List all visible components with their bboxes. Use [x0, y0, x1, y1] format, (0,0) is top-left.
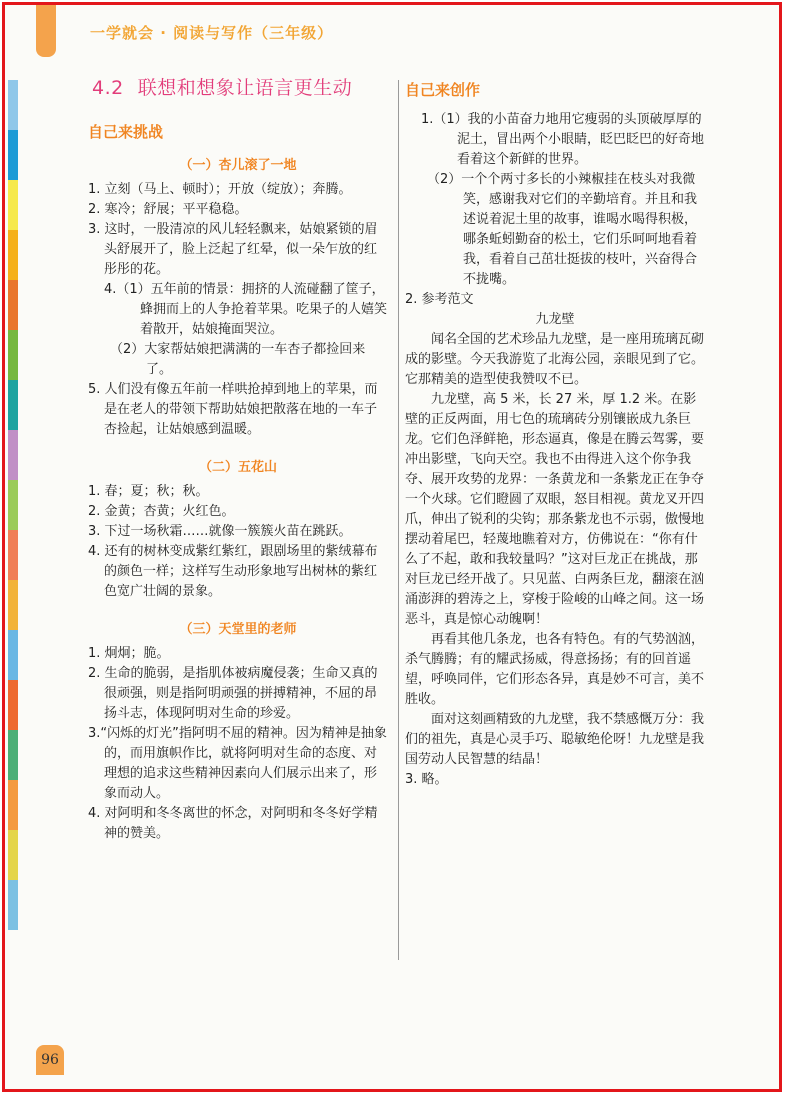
answer-1-2: （2）一个个两寸多长的小辣椒挂在枝头对我微笑，感谢我对它们的辛勤培育。并且和我述说着泥土里的故事，谁喝水喝得积极，哪条蚯蚓勤奋的松土，它们乐呵呵地看着我，看着自己茁壮挺拔的枝叶，兴奋得合不拢嘴。 [427, 172, 698, 287]
color-strip-segment [8, 780, 18, 830]
part3-title: （三）天堂里的老师 [179, 622, 297, 637]
color-strip-segment [8, 180, 18, 230]
section-title-text: 联想和想象让语言更生动 [137, 77, 353, 99]
color-strip-segment [8, 130, 18, 180]
list-item: 3. 这时，一股清凉的风儿轻轻飘来，姑娘紧锁的眉头舒展开了，脸上泛起了红晕，似一朵乍放的红彤彤的花。 [88, 222, 378, 277]
color-strip-segment [8, 330, 18, 380]
part1-title: （一）杏儿滚了一地 [179, 158, 297, 173]
list-item: 4. 对阿明和冬冬离世的怀念，对阿明和冬冬好学精神的赞美。 [88, 806, 378, 841]
color-strip-segment [8, 280, 18, 330]
answer-2-label: 2. 参考范文 [405, 292, 474, 307]
essay-paragraph: 再看其他几条龙，也各有特色。有的气势汹汹，杀气腾腾；有的耀武扬威，得意扬扬；有的回首遥望，呼唤同伴，它们形态各异，真是妙不可言，美不胜收。 [405, 632, 705, 707]
color-strip-segment [8, 530, 18, 580]
color-strip-segment [8, 630, 18, 680]
color-strip-segment [8, 880, 18, 930]
color-strip-segment [8, 830, 18, 880]
essay-paragraph: 九龙壁，高 5 米，长 27 米，厚 1.2 米。在影壁的正反两面，用七色的琉璃砖分别镶嵌成九条巨龙。它们色泽鲜艳，形态逼真，像是在腾云驾雾，要冲出影壁，飞向天空。我也不由得进入这个你争我夺、展开攻势的龙界：一条黄龙和一条紫龙正在争夺一个火球。它们瞪圆了双眼，怒目相视。黄龙叉开四爪，伸出了锐利的尖钩；那条紫龙也不示弱，傲慢地摆动着尾巴，轻蔑地瞧着对方，仿佛说在：“你有什么了不起，敢和我较量吗？”这对巨龙正在挑战，那对巨龙已经开战了。只见蓝、白两条巨龙，翻滚在汹涌澎湃的碧涛之上，穿梭于险峻的山峰之间。这一场恶斗，真是惊心动魄啊！ [405, 392, 705, 627]
list-item: 5. 人们没有像五年前一样哄抢掉到地上的苹果，而是在老人的带领下帮助姑娘把散落在地的一车子杏捡起，让姑娘感到温暖。 [88, 382, 378, 437]
list-item: 4.（1）五年前的情景：拥挤的人流碰翻了筐子，蜂拥而上的人争抢着苹果。吃果子的人嬉笑着散开，姑娘掩面哭泣。 [104, 282, 388, 337]
create-heading: 自己来创作 [405, 81, 481, 99]
color-strip-segment [8, 480, 18, 530]
list-item: 1. 炯炯；脆。 [88, 646, 170, 661]
essay-paragraph: 闻名全国的艺术珍品九龙壁，是一座用琉璃瓦砌成的影壁。今天我游览了北海公园，亲眼见到了它。它那精美的造型使我赞叹不已。 [405, 332, 705, 387]
right-column [405, 80, 705, 790]
essay-paragraph: 面对这刻画精致的九龙壁，我不禁感慨万分：我们的祖先，真是心灵手巧、聪敏绝伦呀！九龙壁是我国劳动人民智慧的结晶！ [405, 712, 705, 767]
list-item: 2. 生命的脆弱，是指肌体被病魔侵袭；生命又真的很顽强，则是指阿明顽强的拼搏精神，不屈的昂扬斗志，体现阿明对生命的珍爱。 [88, 666, 378, 721]
color-strip-segment [8, 380, 18, 430]
color-strip-segment [8, 580, 18, 630]
running-header: 一学就会 · 阅读与写作（三年级） [90, 24, 334, 42]
list-item: 3.“闪烁的灯光”指阿明不屈的精神。因为精神是抽象的，而用旗帜作比，就将阿明对生命的态度、对理想的追求这些精神因素向人们展示出来了，形象而动人。 [88, 726, 387, 801]
list-item: 4. 还有的树林变成紫红紫红，跟剧场里的紫绒幕布的颜色一样；这样写生动形象地写出树林的紫红色宽广壮阔的景象。 [88, 544, 378, 599]
list-item: （2）大家帮姑娘把满满的一车杏子都捡回来了。 [110, 342, 366, 377]
page-number: 96 [36, 1045, 64, 1075]
list-item: 3. 下过一场秋霜……就像一簇簇火苗在跳跃。 [88, 524, 352, 539]
section-title [92, 78, 388, 98]
answer-3: 3. 略。 [405, 772, 448, 787]
color-strip [8, 80, 18, 930]
answer-1-1: 1.（1）我的小苗奋力地用它瘦弱的头顶破厚厚的泥土，冒出两个小眼睛，眨巴眨巴的好奇地看着这个新鲜的世界。 [421, 112, 705, 167]
section-number: 4.2 [92, 77, 124, 99]
left-column [88, 78, 388, 844]
color-strip-segment [8, 680, 18, 730]
part2-title: （二）五花山 [198, 460, 277, 475]
list-item: 1. 春；夏；秋；秋。 [88, 484, 209, 499]
color-strip-segment [8, 80, 18, 130]
challenge-heading: 自己来挑战 [88, 123, 164, 141]
color-strip-segment [8, 730, 18, 780]
column-divider [398, 80, 399, 960]
essay-title: 九龙壁 [535, 312, 575, 327]
color-strip-segment [8, 230, 18, 280]
color-strip-segment [8, 430, 18, 480]
list-item: 2. 金黄；杏黄；火红色。 [88, 504, 235, 519]
list-item: 1. 立刻（马上、顿时）；开放（绽放）；奔腾。 [88, 182, 352, 197]
list-item: 2. 寒冷；舒展；平平稳稳。 [88, 202, 248, 217]
top-tab-decoration [36, 5, 56, 57]
